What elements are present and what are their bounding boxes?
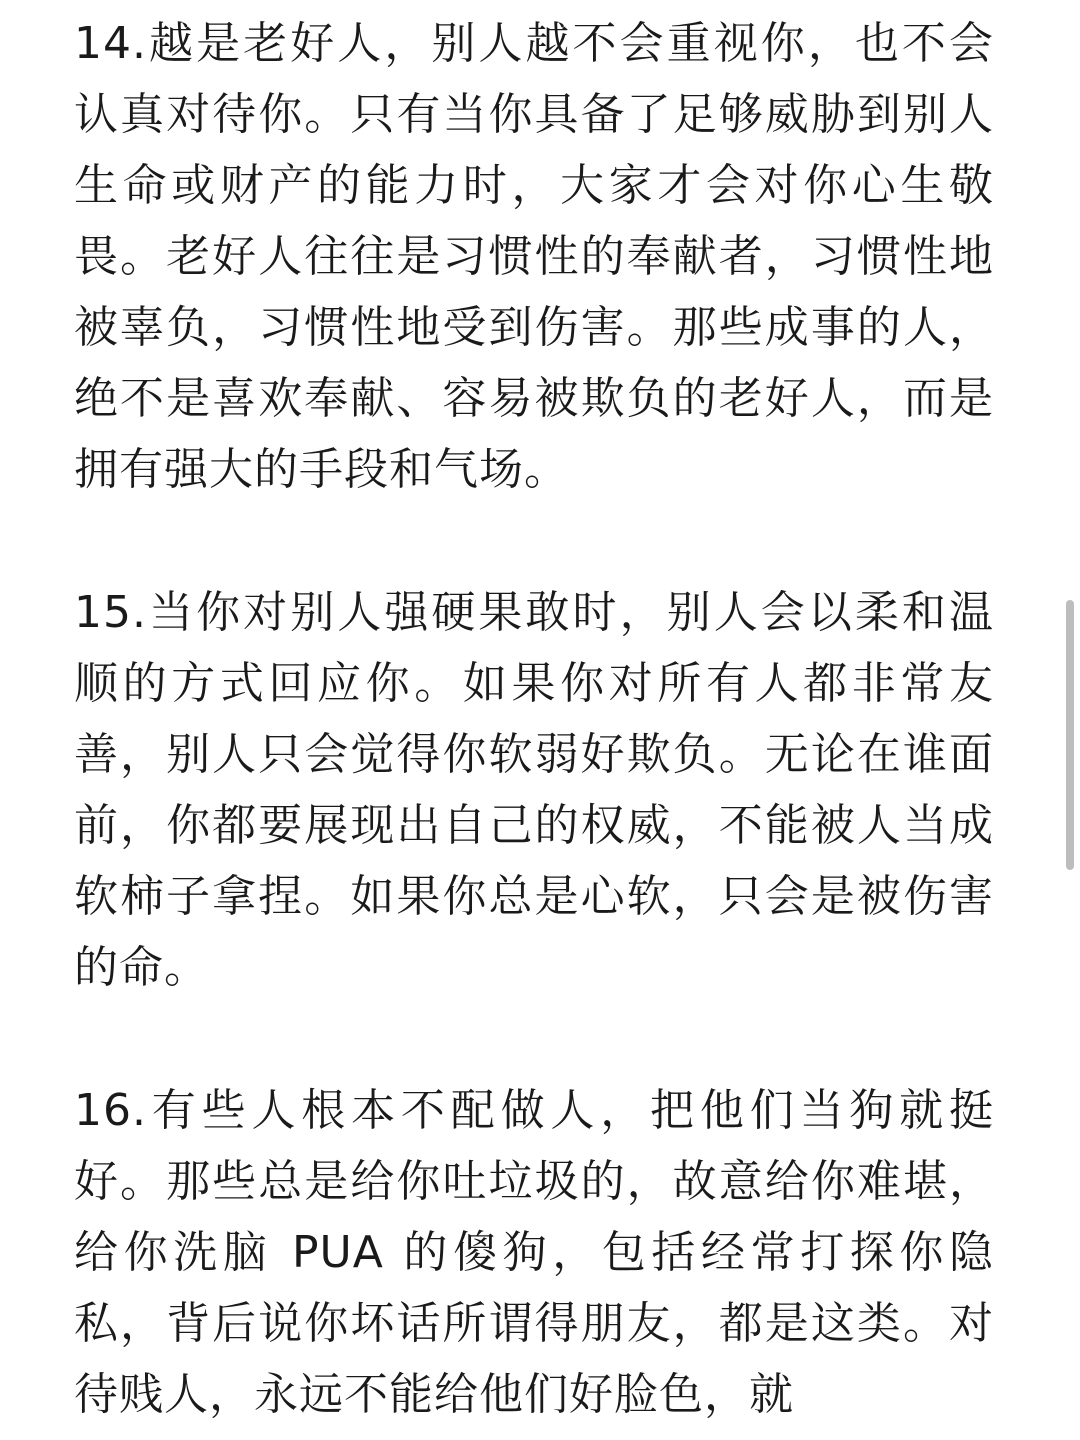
article-body <box>74 8 994 1440</box>
vertical-scrollbar[interactable] <box>1066 600 1074 870</box>
paragraph-16: 16.有些人根本不配做人，把他们当狗就挺好。那些总是给你吐垃圾的，故意给你难堪，给你洗脑 PUA 的傻狗，包括经常打探你隐私，背后说你坏话所谓得朋友，都是这类。对待贱人，永远不能给他们好脸色，就 <box>74 1085 994 1420</box>
paragraph-15: 15.当你对别人强硬果敢时，别人会以柔和温顺的方式回应你。如果你对所有人都非常友善，别人只会觉得你软弱好欺负。无论在谁面前，你都要展现出自己的权威，不能被人当成软柿子拿捏。如果你总是心软，只会是被伤害的命。 <box>74 587 994 993</box>
paragraph-14: 14.越是老好人，别人越不会重视你，也不会认真对待你。只有当你具备了足够威胁到别人生命或财产的能力时，大家才会对你心生敬畏。老好人往往是习惯性的奉献者，习惯性地被辜负，习惯性地受到伤害。那些成事的人，绝不是喜欢奉献、容易被欺负的老好人，而是拥有强大的手段和气场。 <box>74 18 994 495</box>
